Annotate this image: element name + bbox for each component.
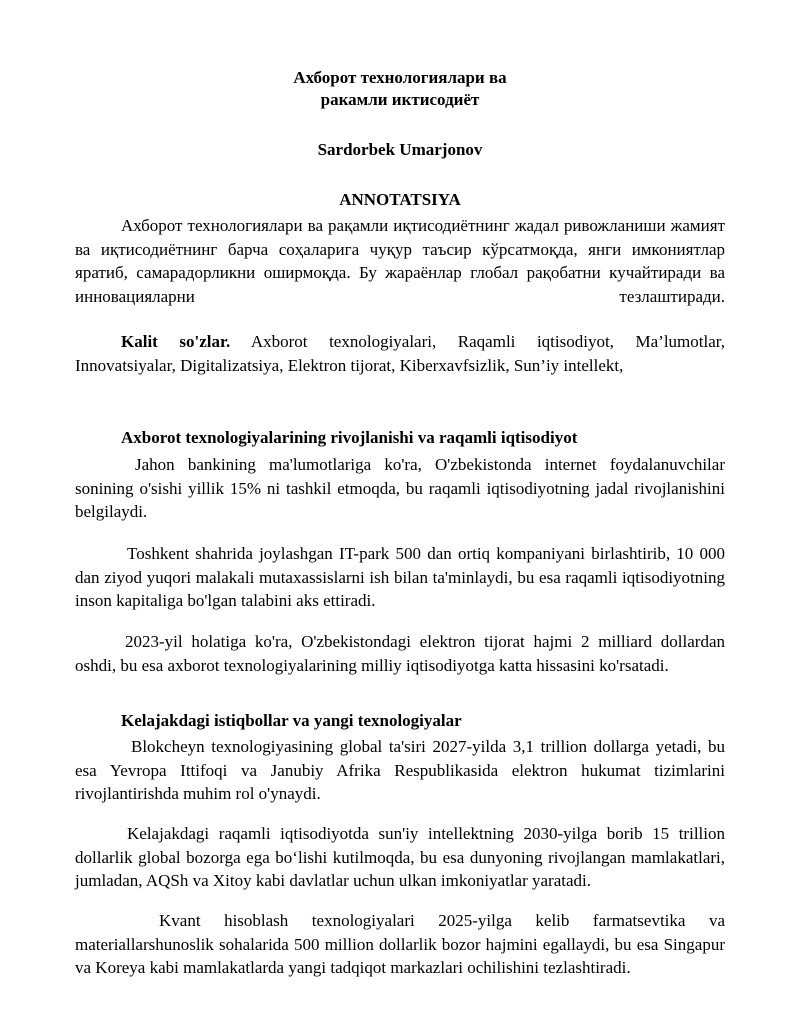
title-line-1: Ахборот технологиялари ва [293, 68, 507, 87]
author-name: Sardorbek Umarjonov [317, 140, 483, 159]
section2-paragraph-3: Kvant hisoblash texnologiyalari 2025-yilga kelib farmatsevtika va materiallarshunoslik sohalarida 500 million dollarlik bozor hajmini egallaydi, bu esa Singapur va Koreya kabi mamlakatlarda yangi tadqiqot markazlari ochilishini tezlashtiradi. [75, 911, 725, 977]
section1-paragraph-1: Jahon bankining ma'lumotlariga ko'ra, O'zbekistonda internet foydalanuvchilar sonining o'sishi yillik 15% ni tashkil etmoqda, bu raqamli iqtisodiyotning jadal rivojlanishini belgilaydi. [75, 455, 725, 521]
annotation-heading: ANNOTATSIYA [339, 190, 461, 209]
annotation-text: Ахборот технологиялари ва рақамли иқтисодиётнинг жадал ривожланиши жамият ва иқтисодиётнинг барча соҳаларига чуқур таъсир кўрсатмоқда, янги имкониятлар яратиб, самарадорликни оширмоқда. Бу жараёнлар глобал рақобатни кучайтиради ва инновацияларни тезлаштиради. [75, 216, 725, 306]
section2-paragraph-2: Kelajakdagi raqamli iqtisodiyotda sun'iy intellektning 2030-yilga borib 15 trillion dollarlik global bozorga ega bo‘lishi kutilmoqda, bu esa dunyoning rivojlangan mamlakatlari, jumladan, AQSh va Xitoy kabi davlatlar uchun ulkan imkoniyatlar yaratadi. [75, 824, 725, 890]
document-title [0, 67, 800, 111]
keywords-text: Axborot texnologiyalari, Raqamli iqtisodiyot, Ma’lumotlar, Innovatsiyalar, Digitalizatsiya, Elektron tijorat, Kiberxavfsizlik, Sun’iy intellekt, [75, 332, 725, 375]
keywords-label: Kalit so'zlar. [121, 332, 231, 351]
section1-paragraph-2: Toshkent shahrida joylashgan IT-park 500 dan ortiq kompaniyani birlashtirib, 10 000 dan ziyod yuqori malakali mutaxassislarni ish bilan ta'minlaydi, bu esa raqamli iqtisodiyotning inson kapitaliga bo'lgan talabini aks ettiradi. [75, 544, 725, 610]
section1-paragraph-3: 2023-yil holatiga ko'ra, O'zbekistondagi elektron tijorat hajmi 2 milliard dollardan oshdi, bu esa axborot texnologiyalarining milliy iqtisodiyotga katta hissasini ko'rsatadi. [75, 632, 725, 675]
title-line-2: ракамли иктисодиёт [320, 90, 480, 109]
section-heading-2: Kelajakdagi istiqbollar va yangi texnologiyalar [121, 711, 462, 730]
section-heading-1: Axborot texnologiyalarining rivojlanishi va raqamli iqtisodiyot [121, 428, 578, 447]
section2-paragraph-1: Blokcheyn texnologiyasining global ta'siri 2027-yilda 3,1 trillion dollarga yetadi, bu esa Yevropa Ittifoqi va Janubiy Afrika Respublikasida elektron hukumat tizimlarini rivojlantirishda muhim rol o'ynaydi. [75, 737, 725, 803]
keywords-paragraph [75, 330, 725, 377]
